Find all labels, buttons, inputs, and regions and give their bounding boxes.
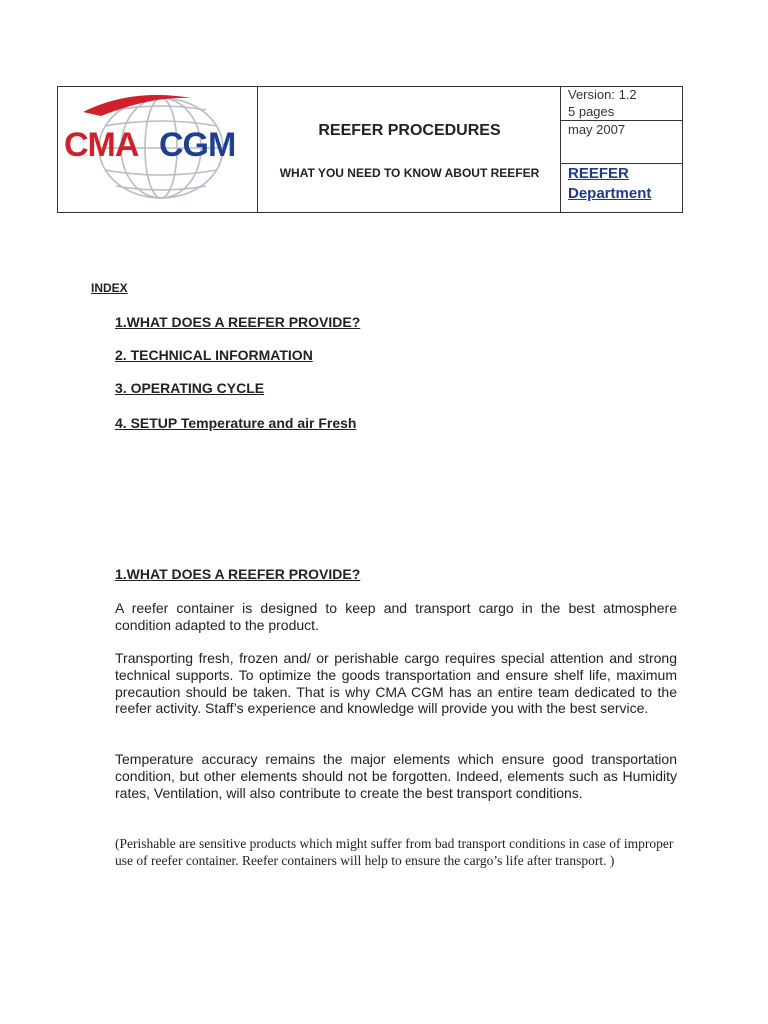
paragraph-note: (Perishable are sensitive products which might suffer from bad transport conditions in case of improper use of reefer container. Reefer containers will help to ensure the cargo’s life after transport. ) <box>115 836 674 868</box>
document-subtitle: WHAT YOU NEED TO KNOW ABOUT REEFER <box>279 166 540 180</box>
date-text: may 2007 <box>568 122 626 137</box>
version-text: Version: 1.2 <box>568 87 637 102</box>
document-title: REEFER PROCEDURES <box>318 122 501 139</box>
index-item-operating-cycle[interactable]: 3. OPERATING CYCLE <box>115 380 265 396</box>
pages-text: 5 pages <box>568 104 615 119</box>
index-heading: INDEX <box>91 281 128 295</box>
document-header-table <box>57 86 683 213</box>
index-item-what-reefer-provides[interactable]: 1.WHAT DOES A REEFER PROVIDE? <box>115 314 361 330</box>
logo-cell <box>58 87 258 212</box>
department-line2: Department <box>568 185 652 202</box>
index-item-setup-temperature[interactable]: 4. SETUP Temperature and air Fresh <box>115 415 357 431</box>
cma-cgm-logo <box>61 90 255 208</box>
logo-text-cgm: CGM <box>159 126 236 164</box>
title-cell <box>258 87 561 212</box>
logo-text-cma: CMA <box>64 126 139 164</box>
paragraph-intro: A reefer container is designed to keep and transport cargo in the best atmosphere condition adapted to the product. <box>115 600 677 633</box>
department-line1: REEFER <box>568 165 629 182</box>
date-row <box>561 121 682 164</box>
version-row <box>561 87 682 121</box>
section-heading: 1.WHAT DOES A REEFER PROVIDE? <box>115 566 361 582</box>
logo-swoosh <box>83 95 191 116</box>
paragraph-temperature: Temperature accuracy remains the major elements which ensure good transportation condition, but other elements should not be forgotten. Indeed, elements such as Humidity rates, Ventilation, will also contribute to create the best transport conditions. <box>115 751 677 801</box>
department-row <box>561 164 682 212</box>
paragraph-transport: Transporting fresh, frozen and/ or perishable cargo requires special attention and strong technical supports. To optimize the goods transportation and ensure shelf life, maximum precaution should be taken. That is why CMA CGM has an entire team dedicated to the reefer activity. Staff’s experience and knowledge will provide you with the best service. <box>115 650 677 717</box>
index-item-technical-information[interactable]: 2. TECHNICAL INFORMATION <box>115 347 313 363</box>
meta-cell <box>561 87 682 212</box>
